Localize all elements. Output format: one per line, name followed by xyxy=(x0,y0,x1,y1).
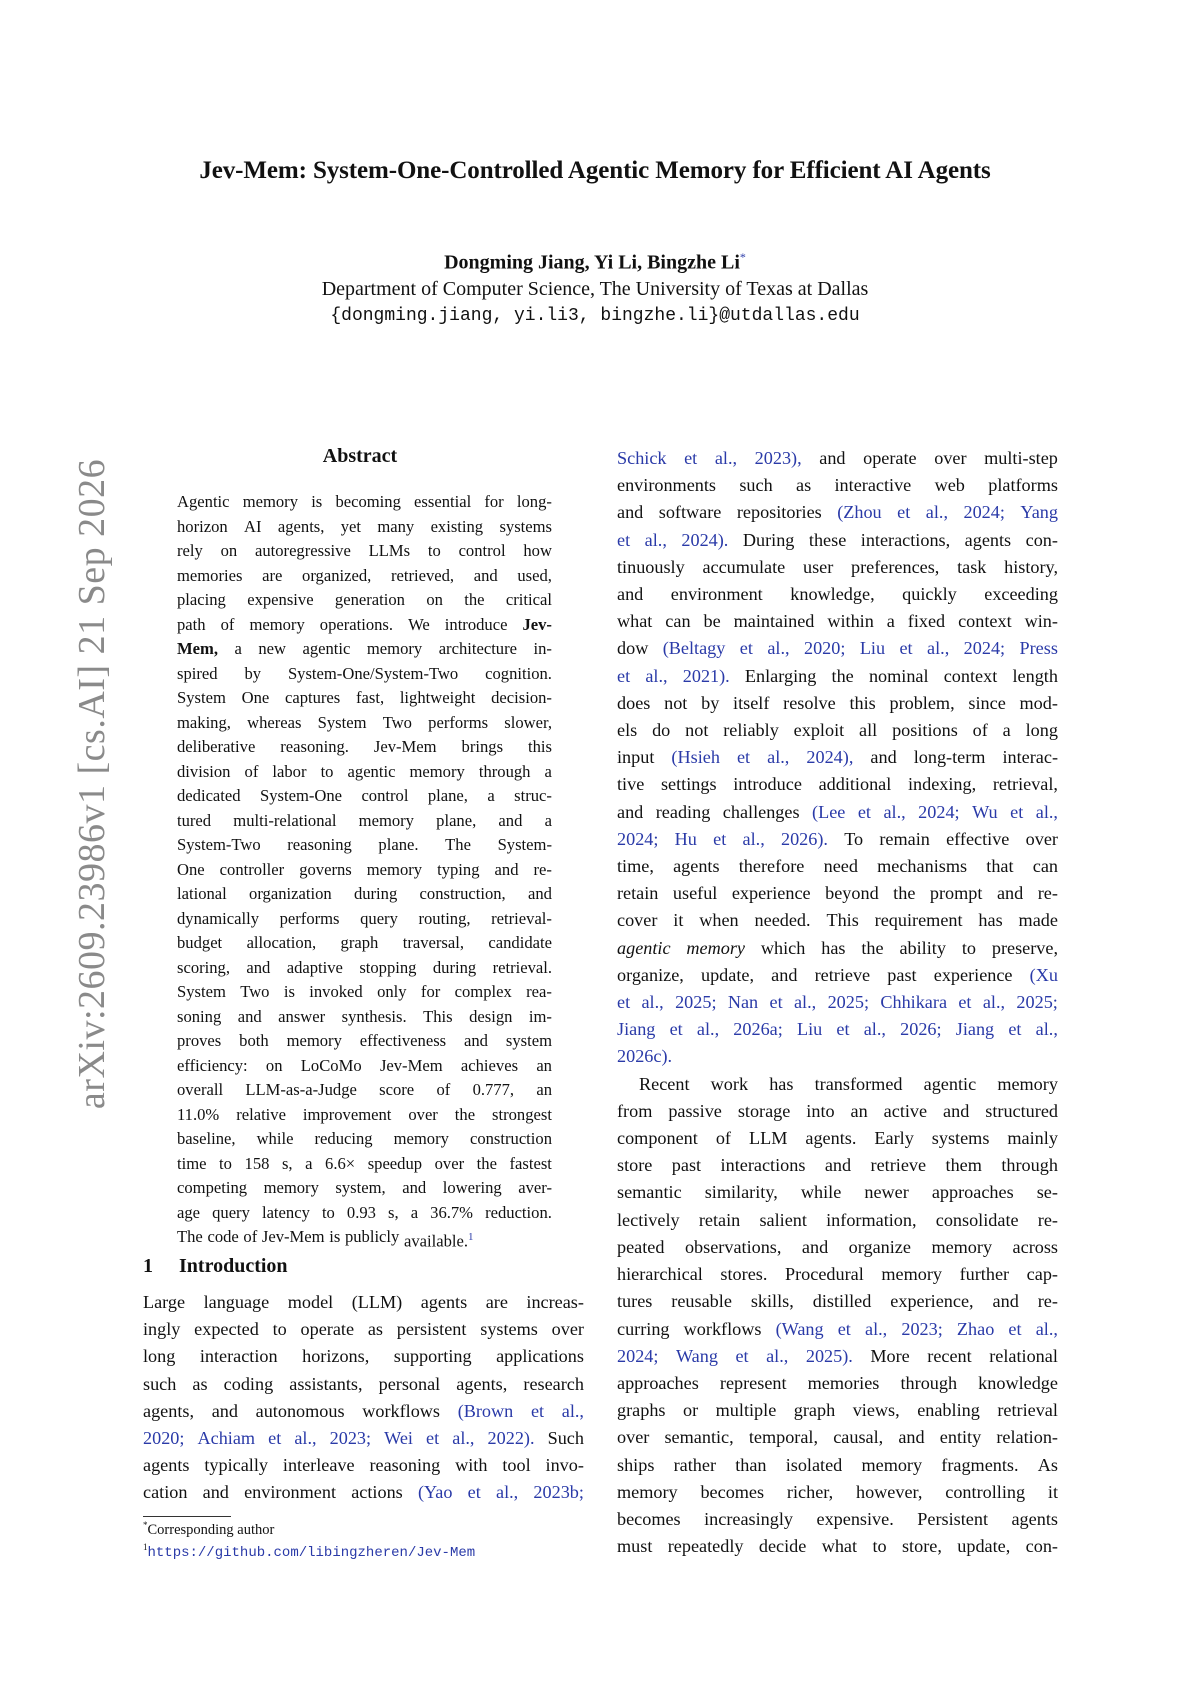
text-line: The code of Jev-Mem is publicly available.$^1$ xyxy=(177,1227,474,1251)
text-line: tive settings introduce additional indexing, retrieval, xyxy=(617,774,1058,795)
text-line: ships rather than isolated memory fragments. As xyxy=(617,1454,1058,1475)
text-line: System-Two reasoning plane. The System- xyxy=(177,835,552,854)
section-number: 1 xyxy=(143,1255,153,1277)
text-line: input (Hsieh et al., 2024), and long-term interac- xyxy=(617,747,1058,768)
text-line: environments such as interactive web platforms xyxy=(617,475,1058,496)
author-emails: {dongming.jiang, yi.li3, bingzhe.li}@utdallas.edu xyxy=(330,306,860,326)
text-line: peated observations, and organize memory across xyxy=(617,1236,1058,1257)
text-line: tinuously accumulate user preferences, task history, xyxy=(617,556,1058,577)
text-line: Schick et al., 2023), and operate over multi-step xyxy=(617,448,1058,468)
footnote-corresponding xyxy=(143,1520,274,1539)
abstract-body xyxy=(177,490,552,1254)
footnote-rule xyxy=(143,1516,231,1517)
text-line: does not by itself resolve this problem, since mod- xyxy=(617,692,1058,713)
text-line: age query latency to 0.93 s, a 36.7% reduction. xyxy=(177,1202,552,1222)
text-line: memory becomes richer, however, controlling it xyxy=(617,1481,1058,1502)
text-line: 2024; Wang et al., 2025). More recent relational xyxy=(617,1345,1058,1366)
text-line: Large language model (LLM) agents are increas- xyxy=(143,1292,584,1312)
text-line: store past interactions and retrieve them through xyxy=(617,1155,1058,1176)
text-line: time to 158 s, a 6.6× speedup over the fastest xyxy=(177,1153,552,1173)
text-line: what can be maintained within a fixed context win- xyxy=(617,611,1058,632)
text-line: must repeatedly decide what to store, update, con- xyxy=(617,1536,1058,1557)
text-line: agents, and autonomous workflows (Brown et al., xyxy=(143,1400,584,1421)
arxiv-stamp: arXiv:2609.23986v1 [cs.AI] 21 Sep 2026 xyxy=(71,458,113,1110)
paper-title: Jev-Mem: System-One-Controlled Agentic Memory for Efficient AI Agents xyxy=(199,157,991,184)
footnote-mark: 1 xyxy=(143,1542,148,1552)
text-line: dynamically performs query routing, retrieval- xyxy=(177,908,552,928)
text-line: tures reusable skills, distilled experience, and re- xyxy=(617,1291,1058,1312)
text-line: rely on autoregressive LLMs to control how xyxy=(177,541,552,560)
text-line: time, agents therefore need mechanisms that can xyxy=(617,856,1058,877)
text-line: placing expensive generation on the critical xyxy=(177,590,552,609)
text-line: competing memory system, and lowering aver- xyxy=(177,1178,552,1197)
text-line: becomes increasingly expensive. Persistent agents xyxy=(617,1508,1058,1529)
text-line: and software repositories (Zhou et al., 2024; Yang xyxy=(617,502,1058,523)
text-line: making, whereas System Two performs slower, xyxy=(177,712,552,732)
text-line: Recent work has transformed agentic memory xyxy=(639,1073,1058,1094)
text-line: Agentic memory is becoming essential for long- xyxy=(177,492,552,511)
text-line: et al., 2024). During these interactions, agents con- xyxy=(617,529,1058,550)
text-line: and reading challenges (Lee et al., 2024; Wu et al., xyxy=(617,801,1058,822)
text-line: retain useful experience beyond the prompt and re- xyxy=(617,883,1058,904)
text-line: approaches represent memories through knowledge xyxy=(617,1372,1058,1393)
intro-left-column xyxy=(143,1289,584,1507)
text-line: 11.0% relative improvement over the strongest xyxy=(177,1104,552,1124)
text-line: tured multi-relational memory plane, and a xyxy=(177,810,552,830)
author-names: Dongming Jiang, Yi Li, Bingzhe Li xyxy=(444,251,740,274)
text-line: and environment knowledge, quickly exceeding xyxy=(617,584,1058,605)
text-line: System One captures fast, lightweight decision- xyxy=(177,688,552,707)
text-line: budget allocation, graph traversal, candidate xyxy=(177,933,552,952)
text-line: dedicated System-One control plane, a struc- xyxy=(177,786,552,805)
text-line: graphs or multiple graph views, enabling retrieval xyxy=(617,1400,1058,1421)
section-heading xyxy=(143,1255,288,1278)
text-line: soning and answer synthesis. This design im- xyxy=(177,1006,552,1026)
text-line: ingly expected to operate as persistent systems over xyxy=(143,1319,584,1340)
text-line: cation and environment actions (Yao et al., 2023b; xyxy=(143,1482,584,1503)
text-line: scoring, and adaptive stopping during retrieval. xyxy=(177,957,552,977)
text-line: agents typically interleave reasoning with tool invo- xyxy=(143,1455,584,1476)
text-line: lectively retain salient information, consolidate re- xyxy=(617,1209,1058,1230)
affiliation: Department of Computer Science, The University of Texas at Dallas xyxy=(321,278,869,300)
text-line: such as coding assistants, personal agents, research xyxy=(143,1373,584,1394)
text-line: System Two is invoked only for complex rea- xyxy=(177,982,552,1001)
text-line: component of LLM agents. Early systems mainly xyxy=(617,1128,1058,1149)
text-line: organize, update, and retrieve past experience (Xu xyxy=(617,964,1058,985)
text-line: deliberative reasoning. Jev-Mem brings this xyxy=(177,737,552,756)
footnote-text: Corresponding author xyxy=(147,1521,275,1538)
text-line: els do not reliably exploit all positions of a long xyxy=(617,720,1058,741)
intro-right-column xyxy=(617,445,1058,1560)
text-line: curring workflows (Wang et al., 2023; Zhao et al., xyxy=(617,1318,1058,1339)
text-line: dow (Beltagy et al., 2020; Liu et al., 2024; Press xyxy=(617,638,1058,659)
text-line: memories are organized, retrieved, and used, xyxy=(177,565,552,585)
text-line: division of labor to agentic memory through a xyxy=(177,761,552,781)
text-line: et al., 2021). Enlarging the nominal context length xyxy=(617,665,1058,686)
text-line: horizon AI agents, yet many existing systems xyxy=(177,516,552,536)
text-line: agentic memory which has the ability to preserve, xyxy=(617,937,1058,958)
text-line: path of memory operations. We introduce Jev- xyxy=(177,614,552,634)
abstract-heading: Abstract xyxy=(322,445,398,467)
footnote-ref[interactable]: 1 xyxy=(468,1231,474,1243)
text-line: lational organization during construction, and xyxy=(177,884,552,903)
text-line: spired by System-One/System-Two cognition. xyxy=(177,663,552,683)
text-line: et al., 2025; Nan et al., 2025; Chhikara et al., 2025; xyxy=(617,992,1058,1013)
corresponding-author-mark[interactable]: * xyxy=(739,250,746,264)
footnote-link xyxy=(143,1542,475,1561)
text-line: overall LLM-as-a-Judge score of 0.777, an xyxy=(177,1080,552,1099)
text-line: One controller governs memory typing and re- xyxy=(177,859,552,879)
text-line: from passive storage into an active and structured xyxy=(617,1100,1058,1121)
text-line: long interaction horizons, supporting applications xyxy=(143,1346,584,1367)
text-line: hierarchical stores. Procedural memory further cap- xyxy=(617,1264,1058,1285)
section-title: Introduction xyxy=(179,1255,288,1277)
author-list xyxy=(0,250,1190,275)
text-line: Jiang et al., 2026a; Liu et al., 2026; Jiang et al., xyxy=(617,1019,1058,1040)
text-line: cover it when needed. This requirement has made xyxy=(617,910,1058,931)
text-line: proves both memory effectiveness and system xyxy=(177,1031,552,1050)
footnote-mark: * xyxy=(143,1520,148,1530)
text-line: semantic similarity, while newer approaches se- xyxy=(617,1182,1058,1203)
text-line: Mem, a new agentic memory architecture in- xyxy=(177,639,552,658)
text-line: baseline, while reducing memory construction xyxy=(177,1129,552,1148)
text-line: efficiency: on LoCoMo Jev-Mem achieves an xyxy=(177,1055,552,1075)
text-line: 2026c). xyxy=(617,1046,673,1067)
text-line: 2024; Hu et al., 2026). To remain effective over xyxy=(617,828,1058,849)
text-line: over semantic, temporal, causal, and entity relation- xyxy=(617,1427,1058,1448)
text-line: 2020; Achiam et al., 2023; Wei et al., 2022). Such xyxy=(143,1428,584,1449)
code-link[interactable]: https://github.com/libingzheren/Jev-Mem xyxy=(147,1544,476,1561)
